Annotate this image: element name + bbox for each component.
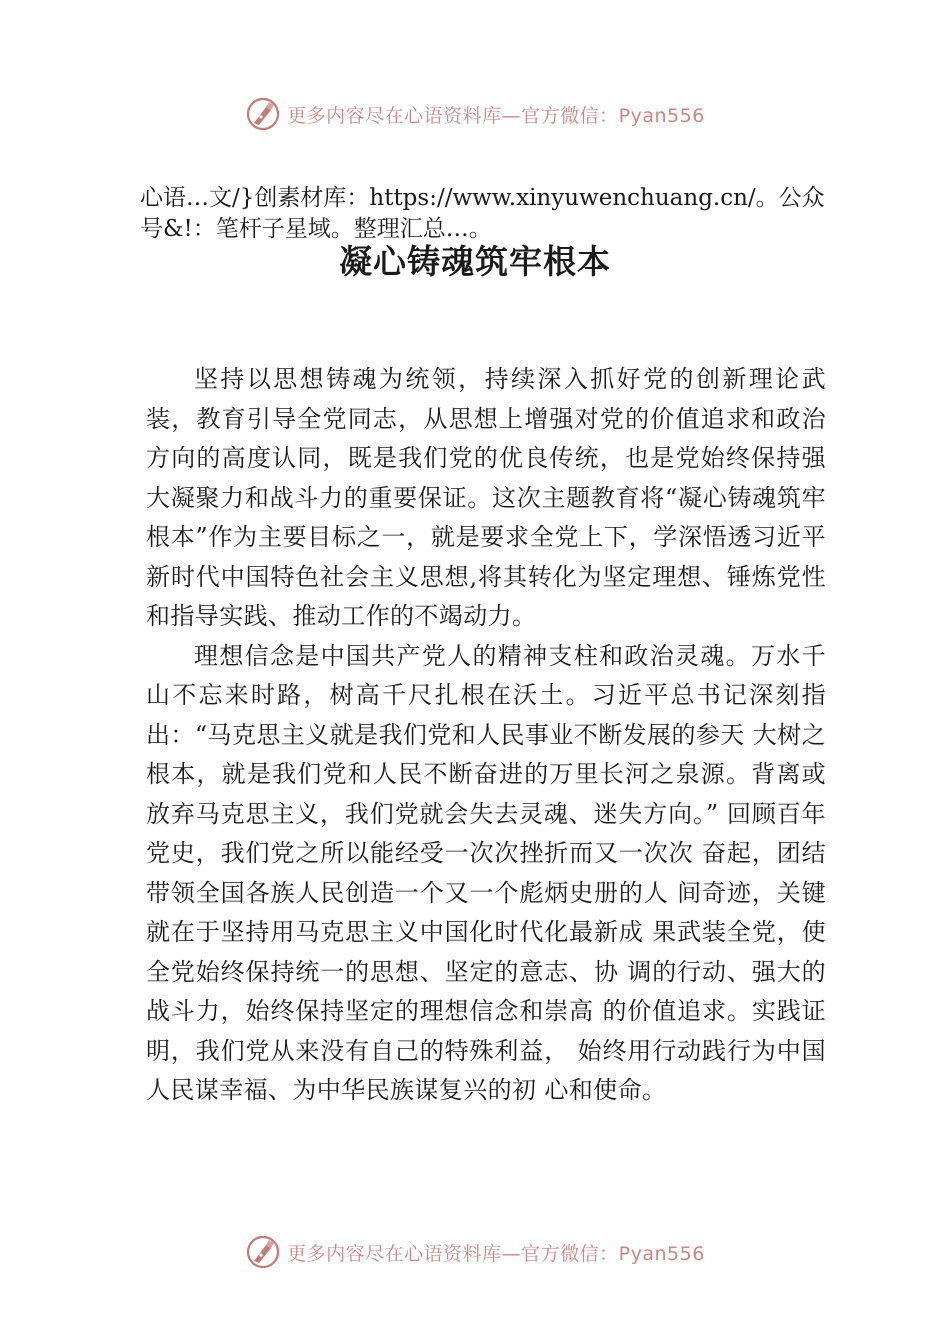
source-line: 心语…文/}创素材库：https://www.xinyuwenchuang.cn/。公众号&!：笔杆子星域。整理汇总…。	[140, 185, 825, 242]
paragraph: 理想信念是中国共产党人的精神支柱和政治灵魂。万水千山不忘来时路，树高千尺扎根在沃土。习近平总书记深刻指出：“马克思主义就是我们党和人民事业不断发展的参天 大树之根本，就是我们党和人民不断奋进的万里长河之泉源。背离或放弃马克思主义，我们党就会失去灵魂、迷失方向。” 回顾百年党史，我们党之所以能经受一次次挫折而又一次次 奋起，团结带领全国各族人民创造一个又一个彪炳史册的人 间奇迹，关键就在于坚持用马克思主义中国化时代化最新成 果武装全党，使全党始终保持统一的思想、坚定的意志、协 调的行动、强大的战斗力，始终保持坚定的理想信念和崇高 的价值追求。实践证明，我们党从来没有自己的特殊利益， 始终用行动践行为中国人民谋幸福、为中华民族谋复兴的初 心和使命。	[146, 641, 826, 1104]
footer-watermark	[0, 1230, 950, 1274]
pen-nib-logo-icon	[245, 1234, 281, 1270]
document-title: 凝心铸魂筑牢根本	[339, 242, 611, 281]
paragraph: 坚持以思想铸魂为统领，持续深入抓好党的创新理论武装，教育引导全党同志，从思想上增强对党的价值追求和政治方向的高度认同，既是我们党的优良传统，也是党始终保持强大凝聚力和战斗力的重要保证。这次主题教育将“凝心铸魂筑牢根本”作为主要目标之一，就是要求全党上下，学深悟透习近平新时代中国特色社会主义思想,将其转化为坚定理想、锤炼党性和指导实践、推动工作的不竭动力。	[146, 365, 826, 630]
wechat-id: Pyan556	[618, 1242, 705, 1265]
document-body	[146, 360, 826, 1111]
watermark-text: 更多内容尽在心语资料库—官方微信：Pyan556	[287, 1242, 705, 1265]
pen-nib-logo-icon	[245, 96, 281, 132]
wechat-id: Pyan556	[618, 104, 705, 127]
watermark-text: 更多内容尽在心语资料库—官方微信：Pyan556	[287, 104, 705, 127]
header-watermark	[0, 92, 950, 136]
